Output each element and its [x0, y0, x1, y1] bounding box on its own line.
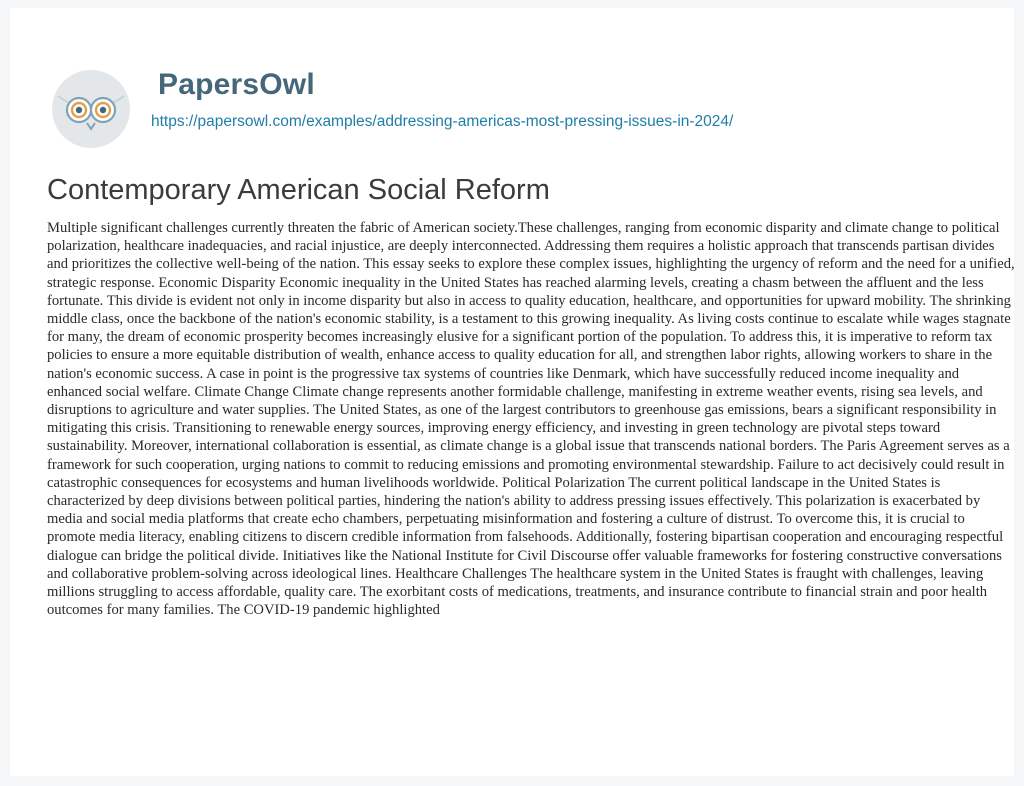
document-page: [10, 8, 1014, 776]
essay-body: Multiple significant challenges currently threaten the fabric of American society.These challenges, ranging from economic disparity and climate change to political polarization, healthcare inadequacies, and racial injustice, are deeply interconnected. Addressing them requires a holistic approach that transcends partisan divides and prioritizes the collective well-being of the nation. This essay seeks to explore these complex issues, highlighting the urgency of reform and the need for a unified, strategic response. Economic Disparity Economic inequality in the United States has reached alarming levels, creating a chasm between the affluent and the less fortunate. This divide is evident not only in income disparity but also in access to quality education, healthcare, and opportunities for upward mobility. The shrinking middle class, once the backbone of the nation's economic stability, is a testament to this growing inequality. As living costs continue to escalate while wages stagnate for many, the dream of economic prosperity becomes increasingly elusive for a significant portion of the population. To address this, it is imperative to reform tax policies to ensure a more equitable distribution of wealth, enhance access to quality education for all, and strengthen labor rights, allowing workers to share in the nation's economic success. A case in point is the progressive tax systems of countries like Denmark, which have successfully reduced income inequality and enhanced social welfare. Climate Change Climate change represents another formidable challenge, manifesting in extreme weather events, rising sea levels, and disruptions to agriculture and water supplies. The United States, as one of the largest contributors to greenhouse gas emissions, bears a significant responsibility in mitigating this crisis. Transitioning to renewable energy sources, improving energy efficiency, and investing in green technology are pivotal steps toward sustainability. Moreover, international collaboration is essential, as climate change is a global issue that transcends national borders. The Paris Agreement serves as a framework for such cooperation, urging nations to commit to reducing emissions and promoting environmental stewardship. Failure to act decisively could result in catastrophic consequences for ecosystems and human livelihoods worldwide. Political Polarization The current political landscape in the United States is characterized by deep divisions between political parties, hindering the nation's ability to address pressing issues effectively. This polarization is exacerbated by media and social media platforms that create echo chambers, perpetuating misinformation and fostering a culture of distrust. To overcome this, it is crucial to promote media literacy, enabling citizens to discern credible information from falsehoods. Additionally, fostering bipartisan cooperation and encouraging respectful dialogue can bridge the political divide. Initiatives like the National Institute for Civil Discourse offer valuable frameworks for fostering constructive conversations and collaborative problem-solving across ideological lines. Healthcare Challenges The healthcare system in the United States is fraught with challenges, leaving millions struggling to access affordable, quality care. The exorbitant costs of medications, treatments, and insurance contribute to financial strain and poor health outcomes for many families. The COVID-19 pandemic highlighted: [47, 220, 1015, 619]
source-url-link[interactable]: https://papersowl.com/examples/addressing-americas-most-pressing-issues-in-2024/: [151, 113, 734, 130]
page-header: [10, 8, 1014, 158]
owl-eyes-icon: [50, 68, 132, 150]
essay-title: Contemporary American Social Reform: [47, 174, 550, 206]
brand-name: PapersOwl: [158, 68, 315, 101]
